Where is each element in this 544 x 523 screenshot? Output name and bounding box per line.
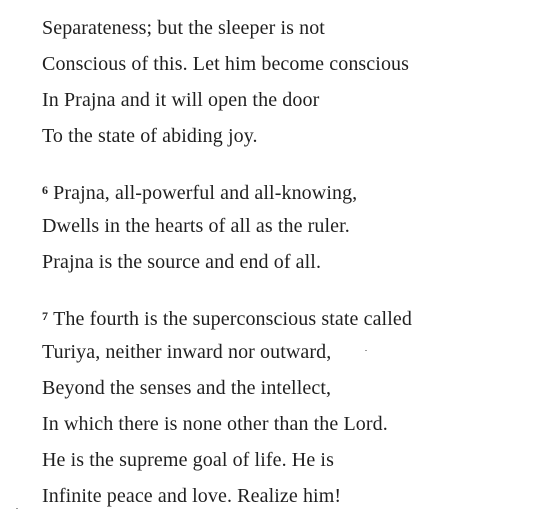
verse-line (42, 298, 412, 334)
verse-line: In Prajna and it will open the door (42, 89, 320, 111)
verse-line: Dwells in the hearts of all as the ruler. (42, 215, 350, 237)
verse-line: To the state of abiding joy. (42, 125, 258, 147)
scan-speck (365, 350, 367, 351)
verse-number: 6 (42, 183, 49, 197)
stanza (42, 10, 409, 154)
verse-line-text: Prajna, all-powerful and all-knowing, (53, 182, 358, 204)
verse-number: 7 (42, 309, 49, 323)
verse-line: Separateness; but the sleeper is not (42, 17, 325, 39)
verse-line (42, 172, 357, 208)
stanza (42, 172, 357, 280)
verse-line: Turiya, neither inward nor outward, (42, 341, 332, 363)
stanza (42, 298, 412, 514)
scan-speck (16, 508, 18, 509)
verse-line: Infinite peace and love. Realize him! (42, 485, 342, 507)
verse-line: Beyond the senses and the intellect, (42, 377, 332, 399)
verse-line: Prajna is the source and end of all. (42, 251, 322, 273)
verse-line-text: The fourth is the superconscious state called (53, 308, 412, 330)
verse-line: In which there is none other than the Lord. (42, 413, 388, 435)
verse-line: He is the supreme goal of life. He is (42, 449, 334, 471)
verse-line: Conscious of this. Let him become conscious (42, 53, 410, 75)
